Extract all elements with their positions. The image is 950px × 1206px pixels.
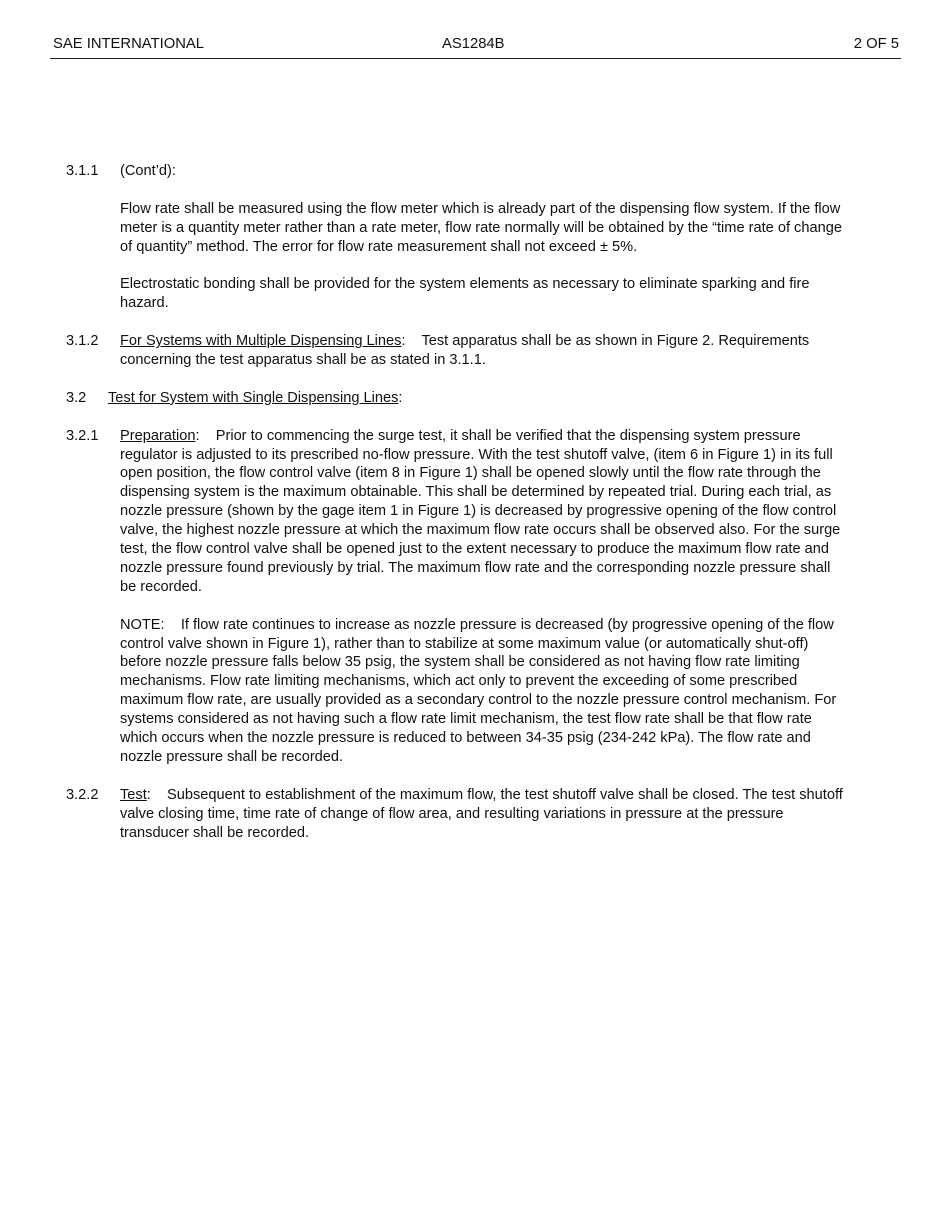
- document-body: [66, 162, 846, 843]
- section-number: 3.2.2: [66, 786, 99, 803]
- section-number: 3.2: [66, 389, 87, 406]
- note-body: If flow rate continues to increase as nozzle pressure is decreased (by progressive opening of the flow control valve shown in Figure 1), rather than to stabilize at some maximum value (or automatically shut-off) before nozzle pressure falls below 35 psig, the system shall be considered as not having flow rate limiting mechanisms. Flow rate limiting mechanisms, which act only to prevent the exceeding of some prescribed maximum flow rate, are usually provided as a secondary control to the nozzle pressure control mechanism. For systems considered as not having such a flow rate limit mechanism, the test flow rate shall be that flow rate which occurs when the nozzle pressure is reduced to between 34-35 psig (234-242 kPa). The flow rate and nozzle pressure shall be recorded.: [120, 616, 837, 765]
- section-heading: For Systems with Multiple Dispensing Lines: [120, 333, 402, 350]
- section-3-1-2: [66, 332, 846, 370]
- section-body: Prior to commencing the surge test, it shall be verified that the dispensing system pressure regulator is adjusted to its prescribed no-flow pressure. With the test shutoff valve, (item 6 in Figure 1) in its full open position, the flow control valve (item 8 in Figure 1) shall be opened slowly until the flow rate through the dispensing system is the maximum obtainable. This shall be determined by repeated trial. During each trial, as nozzle pressure (shown by the gage item 1 in Figure 1) is decreased by progressive opening of the flow control valve, the highest nozzle pressure at which the maximum flow rate occurs shall be observed also. For the surge test, the flow control valve shall be opened just to the extent necessary to produce the maximum flow rate and nozzle pressure found previously by trial. The maximum flow rate and the corresponding nozzle pressure shall be recorded.: [120, 427, 841, 595]
- section-paragraph: Test: Subsequent to establishment of the maximum flow, the test shutoff valve shall be closed. The test shutoff valve closing time, time rate of change of flow area, and resulting variations in pressure at the pressure transducer shall be recorded.: [120, 786, 843, 841]
- note-paragraph: [120, 616, 848, 767]
- section-title: (Cont’d):: [120, 163, 176, 179]
- header-document-number: AS1284B: [442, 36, 505, 52]
- section-number: 3.2.1: [66, 427, 99, 444]
- section-paragraph: Test for System with Single Dispensing Lines:: [108, 389, 403, 406]
- section-paragraph: Preparation: Prior to commencing the surge test, it shall be verified that the dispensing system pressure regulator is adjusted to its prescribed no-flow pressure. With the test shutoff valve, (item 6 in Figure 1) in its full open position, the flow control valve (item 8 in Figure 1) shall be opened slowly until the flow rate through the dispensing system is the maximum obtainable. This shall be determined by repeated trial. During each trial, as nozzle pressure (shown by the gage item 1 in Figure 1) is decreased by progressive opening of the flow control valve, the highest nozzle pressure at which the maximum flow rate occurs shall be observed also. For the surge test, the flow control valve shall be opened just to the extent necessary to produce the maximum flow rate and nozzle pressure found previously by trial. The maximum flow rate and the corresponding nozzle pressure shall be recorded.: [120, 427, 841, 595]
- section-3-2: [66, 389, 846, 408]
- section-heading: Test for System with Single Dispensing Lines: [108, 389, 399, 406]
- page-header: [50, 0, 901, 59]
- section-body: Subsequent to establishment of the maximum flow, the test shutoff valve shall be closed. The test shutoff valve closing time, time rate of change of flow area, and resulting variations in pressure at the pressure transducer shall be recorded.: [120, 786, 843, 841]
- section-paragraph: For Systems with Multiple Dispensing Lines: Test apparatus shall be as shown in Figure 2. Requirements concerning the test apparatus shall be as stated in 3.1.1.: [120, 333, 810, 369]
- header-page-number: 2 OF 5: [853, 36, 899, 52]
- section-number: 3.1.1: [66, 163, 99, 179]
- section-heading: Test: [120, 786, 147, 803]
- paragraph-flow-rate: Flow rate shall be measured using the flow meter which is already part of the dispensing flow system. If the flow meter is a quantity meter rather than a rate meter, flow rate normally will be obtained by the “time rate of change of quantity” method. The error for flow rate measurement shall not exceed ± 5%.: [120, 200, 842, 255]
- section-3-2-1: [66, 427, 846, 597]
- section-3-2-2: [66, 786, 846, 843]
- paragraph-electrostatic-bonding: Electrostatic bonding shall be provided for the system elements as necessary to eliminate sparking and fire hazard.: [120, 276, 810, 312]
- section-body: Test apparatus shall be as shown in Figure 2. Requirements concerning the test apparatus shall be as stated in 3.1.1.: [120, 333, 810, 369]
- note-label: NOTE:: [120, 616, 181, 633]
- section-heading: Preparation: [120, 427, 196, 444]
- header-organization: SAE INTERNATIONAL: [53, 36, 205, 52]
- section-number: 3.1.2: [66, 333, 99, 350]
- section-3-1-1: [66, 162, 846, 181]
- note: [66, 616, 846, 767]
